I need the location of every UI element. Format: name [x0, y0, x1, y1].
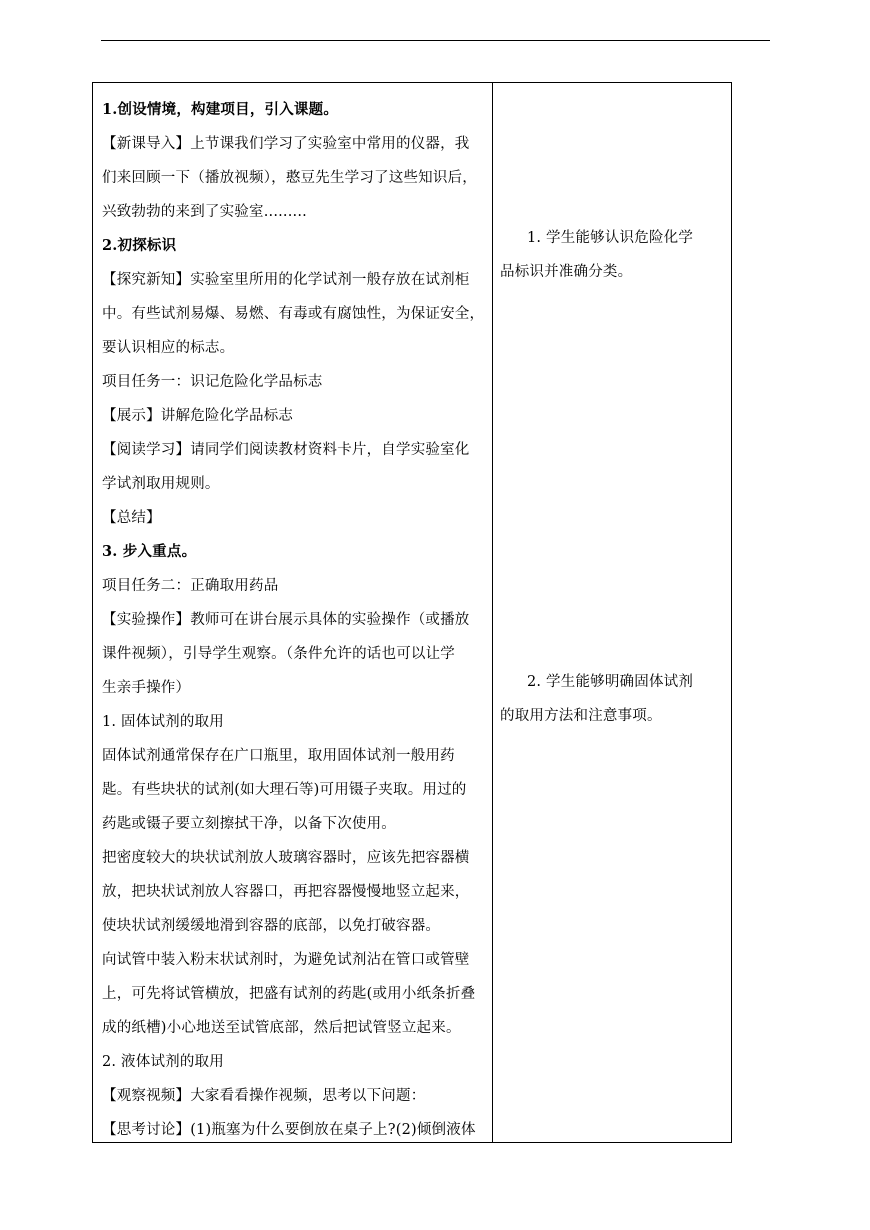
goal-1-line-2: 品标识并准确分类。 [500, 264, 633, 280]
paragraph-line: 学试剂取用规则。 [102, 476, 220, 492]
paragraph-line: 固体试剂通常保存在广口瓶里，取用固体试剂一般用药 [102, 748, 455, 764]
paragraph-line: 向试管中装入粉末状试剂时，为避免试剂沾在管口或管壁 [102, 952, 470, 968]
paragraph-line: 们来回顾一下（播放视频），憨豆先生学习了这些知识后， [102, 170, 477, 186]
paragraph-line: 把密度较大的块状试剂放人玻璃容器时，应该先把容器横 [102, 850, 470, 866]
learning-goal-1 [500, 221, 726, 289]
teaching-process-column [102, 93, 487, 1147]
paragraph-line: 上，可先将试管横放，把盛有试剂的药匙(或用小纸条折叠 [102, 986, 476, 1002]
paragraph-line: 要认识相应的标志。 [102, 340, 235, 356]
paragraph-line: 项目任务二：正确取用药品 [102, 578, 279, 594]
goal-1-line-1: 1. 学生能够认识危险化学 [527, 230, 694, 246]
paragraph-line: 放，把块状试剂放人容器口，再把容器慢慢地竖立起来， [102, 884, 470, 900]
section-heading: 3. 步入重点。 [102, 543, 197, 560]
section-heading: 2.初探标识 [102, 237, 177, 254]
goal-2-line-1: 2. 学生能够明确固体试剂 [527, 674, 694, 690]
paragraph-line: 中。有些试剂易爆、易燃、有毒或有腐蚀性，为保证安全， [102, 306, 485, 322]
header-rule [101, 40, 770, 41]
paragraph-line: 生亲手操作） [102, 680, 191, 696]
paragraph-line: 药匙或镊子要立刻擦拭干净，以备下次使用。 [102, 816, 396, 832]
paragraph-line: 课件视频），引导学生观察。（条件允许的话也可以让学 [102, 646, 455, 662]
paragraph-line: 1. 固体试剂的取用 [102, 714, 224, 730]
paragraph-line: 【阅读学习】请同学们阅读教材资料卡片，自学实验室化 [102, 442, 470, 458]
paragraph-line: 【探究新知】实验室里所用的化学试剂一般存放在试剂柜 [102, 272, 470, 288]
paragraph-line: 项目任务一：识记危险化学品标志 [102, 374, 323, 390]
paragraph-line: 【新课导入】上节课我们学习了实验室中常用的仪器，我 [102, 136, 470, 152]
paragraph-line: 【总结】 [102, 510, 161, 526]
paragraph-line: 匙。有些块状的试剂(如大理石等)可用镊子夹取。用过的 [102, 782, 467, 798]
lesson-table [92, 82, 732, 1143]
paragraph-line: 兴致勃勃的来到了实验室......... [102, 204, 307, 220]
paragraph-line: 2. 液体试剂的取用 [102, 1054, 224, 1070]
learning-goal-2 [500, 665, 726, 733]
paragraph-line: 使块状试剂缓缓地滑到容器的底部，以免打破容器。 [102, 918, 441, 934]
paragraph-line: 成的纸槽)小心地送至试管底部，然后把试管竖立起来。 [102, 1020, 461, 1036]
column-divider [492, 83, 493, 1142]
paragraph-line: 【实验操作】教师可在讲台展示具体的实验操作（或播放 [102, 612, 470, 628]
goal-2-line-2: 的取用方法和注意事项。 [500, 708, 662, 724]
paragraph-line: 【观察视频】大家看看操作视频，思考以下问题： [102, 1088, 426, 1104]
paragraph-line: 【展示】讲解危险化学品标志 [102, 408, 294, 424]
section-heading: 1.创设情境，构建项目，引入课题。 [102, 101, 339, 118]
paragraph-line: 【思考讨论】(1)瓶塞为什么要倒放在桌子上?(2)倾倒液体 [102, 1122, 476, 1138]
